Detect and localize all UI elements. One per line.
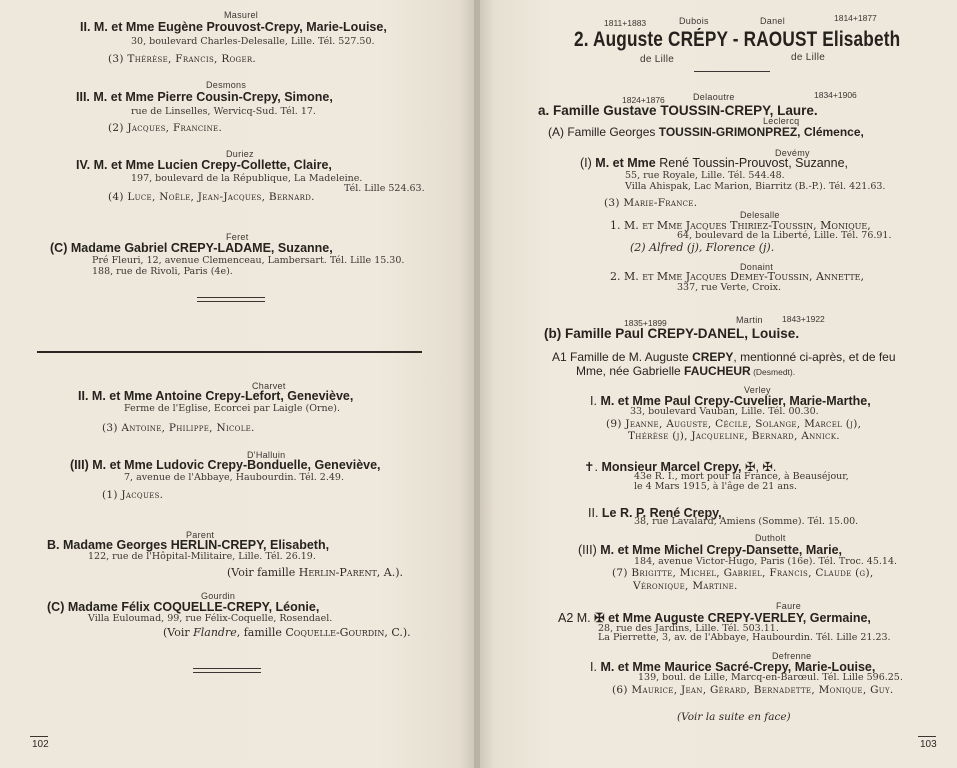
entry-title: M. et Mme [92, 458, 153, 472]
maiden-name: Feret [226, 232, 249, 242]
birth-death-dates: 1843+1922 [782, 314, 825, 324]
birth-death-dates: 1811+1883 [604, 18, 647, 28]
maiden-name: Desmons [206, 80, 247, 90]
left-page [0, 0, 474, 768]
entry-line: (III) M. et Mme Michel Crepy-Dansette, Marie, [578, 543, 842, 557]
birth-death-dates: 1824+1876 [622, 95, 665, 105]
family-heading: (A) Famille Georges TOUSSIN-GRIMONPREZ, Clémence, [548, 125, 864, 139]
maiden-name: Delaoutre [693, 92, 735, 102]
decoration-icon: ✠, ✠. [745, 460, 777, 474]
entry-name: CREPY-LADAME, Suzanne, [170, 241, 333, 255]
place-of-origin: de Lille [640, 54, 675, 65]
entry-title: M. et Mme [91, 389, 153, 403]
entry-number: (III) [70, 458, 89, 472]
entry-number: IV. [76, 158, 91, 172]
right-page [480, 0, 957, 768]
entry-children: (4) Luce, Noële, Jean-Jacques, Bernard. [108, 191, 315, 203]
entry-line [78, 389, 353, 403]
entry-address: 197, boulevard de la République, La Madeleine. [131, 173, 363, 184]
page-number: 102 [32, 739, 49, 750]
entry-title: Madame Gabriel [70, 241, 168, 255]
entry-address: rue de Linselles, Wervicq-Sud. Tél. 17. [131, 106, 316, 117]
entry-children: (3) Thérèse, Francis, Roger. [108, 53, 257, 65]
double-rule [197, 297, 265, 302]
continuation-note: (Voir la suite en face) [677, 711, 791, 723]
page-title: 2. Auguste CRÉPY - RAOUST Elisabeth [574, 28, 901, 51]
page-number: 103 [920, 739, 937, 750]
maiden-name: Donaint [740, 262, 774, 272]
entry-line [70, 458, 381, 472]
family-heading-cont: Mme, née Gabrielle FAUCHEUR (Desmedt). [576, 364, 796, 378]
entry-line: II. Le R. P. René Crepy, [588, 506, 722, 520]
maiden-name: Duriez [226, 149, 254, 159]
entry-line: ✝. Monsieur Marcel Crepy, ✠, ✠. [584, 460, 777, 474]
entry-line [50, 241, 333, 255]
maiden-name: Masurel [224, 10, 259, 20]
title-rule [694, 71, 770, 72]
place-of-origin: de Lille [791, 52, 826, 63]
entry-address: Ferme de l'Eglise, Ecorcei par Laigle (Orne). [124, 403, 340, 414]
entry-children: Thérèse (j), Jacqueline, Bernard, Annick. [628, 430, 840, 442]
family-heading: A1 Famille de M. Auguste CREPY, mentionné ci-après, et de feu [552, 350, 896, 364]
entry-address: Villa Ahispak, Lac Marion, Biarritz (B.-P.). Tél. 421.63. [625, 181, 886, 192]
entry-name: Ludovic Crepy-Bonduelle, Geneviève, [156, 458, 381, 472]
entry-children: (2) Jacques, Francine. [108, 122, 223, 134]
entry-children: (3) Marie-France. [604, 197, 698, 209]
entry-number: II. [78, 389, 89, 403]
entry-title: Madame Georges [62, 538, 168, 552]
entry-address: 43e R. I., mort pour la France, à Beauséjour, [634, 471, 849, 482]
entry-children: (9) Jeanne, Auguste, Cécile, Solange, Marcel (j), [606, 418, 862, 430]
entry-address: Pré Fleuri, 12, avenue Clemenceau, Lambersart. Tél. Lille 15.30. [92, 255, 405, 266]
entry-address: 30, boulevard Charles-Delesalle, Lille. Tél. 527.50. [131, 36, 375, 47]
birth-death-dates: 1835+1899 [624, 318, 667, 328]
entry-address: le 4 Mars 1915, à l'âge de 21 ans. [634, 481, 798, 492]
entry-children: (7) Brigitte, Michel, Gabriel, Francis, Claude (g), [612, 567, 874, 579]
entry-address: 7, avenue de l'Abbaye, Haubourdin. Tél. 2.49. [124, 472, 344, 483]
entry-children: (1) Jacques. [102, 489, 164, 501]
entry-name: Antoine Crepy-Lefort, Geneviève, [155, 389, 354, 403]
maiden-name: Dutholt [755, 533, 786, 543]
cross-reference: (Voir Flandre, famille Coquelle-Gourdin, C.). [163, 626, 411, 639]
entry-name: Lucien Crepy-Collette, Claire, [157, 158, 332, 172]
entry-address: 188, rue de Rivoli, Paris (4e). [92, 266, 233, 277]
entry-address: La Pierrette, 3, av. de l'Abbaye, Haubourdin. Tél. Lille 21.23. [598, 632, 891, 643]
maiden-name: Gourdin [201, 591, 236, 601]
family-heading: a. Famille Gustave TOUSSIN-CREPY, Laure. [538, 103, 818, 118]
entry-name: COQUELLE-CREPY, Léonie, [153, 600, 320, 614]
entry-address: Villa Euloumad, 99, rue Félix-Coquelle, Rosendael. [88, 613, 333, 624]
entry-number: II. [80, 20, 91, 34]
maiden-name: Defrenne [772, 651, 812, 661]
entry-line: (I) M. et Mme René Toussin-Prouvost, Suzanne, [580, 156, 848, 170]
entry-number: (C) [47, 600, 65, 614]
maiden-name: Verley [744, 385, 771, 395]
entry-name: Eugène Prouvost-Crepy, Marie-Louise, [157, 20, 387, 34]
entry-address: 64, boulevard de la Liberté, Lille. Tél. 76.91. [677, 230, 892, 241]
maiden-name: Martin [736, 315, 763, 325]
entry-address: 28, rue des Jardins, Lille. Tél. 503.11. [598, 623, 779, 634]
entry-line: I. M. et Mme Paul Crepy-Cuvelier, Marie-Marthe, [590, 394, 871, 408]
entry-line [76, 90, 333, 104]
entry-name: Pierre Cousin-Crepy, Simone, [157, 90, 333, 104]
entry-children: Véronique, Martine. [633, 580, 738, 592]
entry-line: A2 M. ✠ et Mme Auguste CREPY-VERLEY, Germaine, [558, 611, 871, 625]
entry-address: 122, rue de l'Hôpital-Militaire, Lille. Tél. 26.19. [88, 551, 316, 562]
page-number-rule [918, 736, 936, 737]
entry-address: 184, avenue Victor-Hugo, Paris (16e). Tél. Troc. 45.14. [634, 556, 898, 567]
maiden-name: Leclercq [763, 116, 800, 126]
entry-number: B. [47, 538, 60, 552]
page-number-rule [30, 736, 48, 737]
entry-number: (C) [50, 241, 68, 255]
entry-name: HERLIN-CREPY, Elisabeth, [170, 538, 330, 552]
entry-title: M. et Mme [93, 90, 154, 104]
maiden-name: Dubois [679, 16, 709, 26]
family-heading: (b) Famille Paul CREPY-DANEL, Louise. [544, 326, 800, 341]
entry-title: M. et Mme [93, 20, 155, 34]
double-rule [193, 668, 261, 673]
entry-address: 139, boul. de Lille, Marcq-en-Barœul. Tél. Lille 596.25. [638, 672, 903, 683]
maiden-name: Parent [186, 530, 215, 540]
maiden-name: Charvet [252, 381, 286, 391]
birth-death-dates: 1814+1877 [834, 13, 877, 23]
entry-line [47, 600, 319, 614]
entry-line: 2. M. et Mme Jacques Demey-Toussin, Annette, [610, 270, 864, 283]
entry-line: I. M. et Mme Maurice Sacré-Crepy, Marie-Louise, [590, 660, 876, 674]
section-divider [37, 351, 422, 353]
maiden-name: Devémy [775, 148, 810, 158]
entry-address: 38, rue Lavalard, Amiens (Somme). Tél. 15.00. [634, 516, 859, 527]
entry-address: 33, boulevard Vauban, Lille. Tél. 00.30. [630, 406, 819, 417]
entry-address: 337, rue Verte, Croix. [677, 282, 782, 293]
entry-title: Madame Félix [67, 600, 150, 614]
entry-children: (6) Maurice, Jean, Gérard, Bernadette, Monique, Guy. [612, 684, 894, 696]
maiden-name: Danel [760, 16, 786, 26]
cross-reference: (Voir famille Herlin-Parent, A.). [227, 566, 404, 579]
entry-children: (3) Antoine, Philippe, Nicole. [102, 422, 255, 434]
entry-line [76, 158, 332, 172]
birth-death-dates: 1834+1906 [814, 90, 857, 100]
entry-phone: Tél. Lille 524.63. [344, 183, 425, 194]
entry-address: 55, rue Royale, Lille. Tél. 544.48. [625, 170, 785, 181]
entry-title: M. et Mme [93, 158, 155, 172]
entry-number: III. [76, 90, 90, 104]
maiden-name: D'Halluin [247, 450, 286, 460]
entry-children: (2) Alfred (j), Florence (j). [630, 241, 775, 254]
entry-line [80, 20, 387, 34]
entry-line: 1. M. et Mme Jacques Thiriez-Toussin, Monique, [610, 219, 871, 232]
maiden-name: Delesalle [740, 210, 780, 220]
maiden-name: Faure [776, 601, 802, 611]
entry-line [47, 538, 329, 552]
